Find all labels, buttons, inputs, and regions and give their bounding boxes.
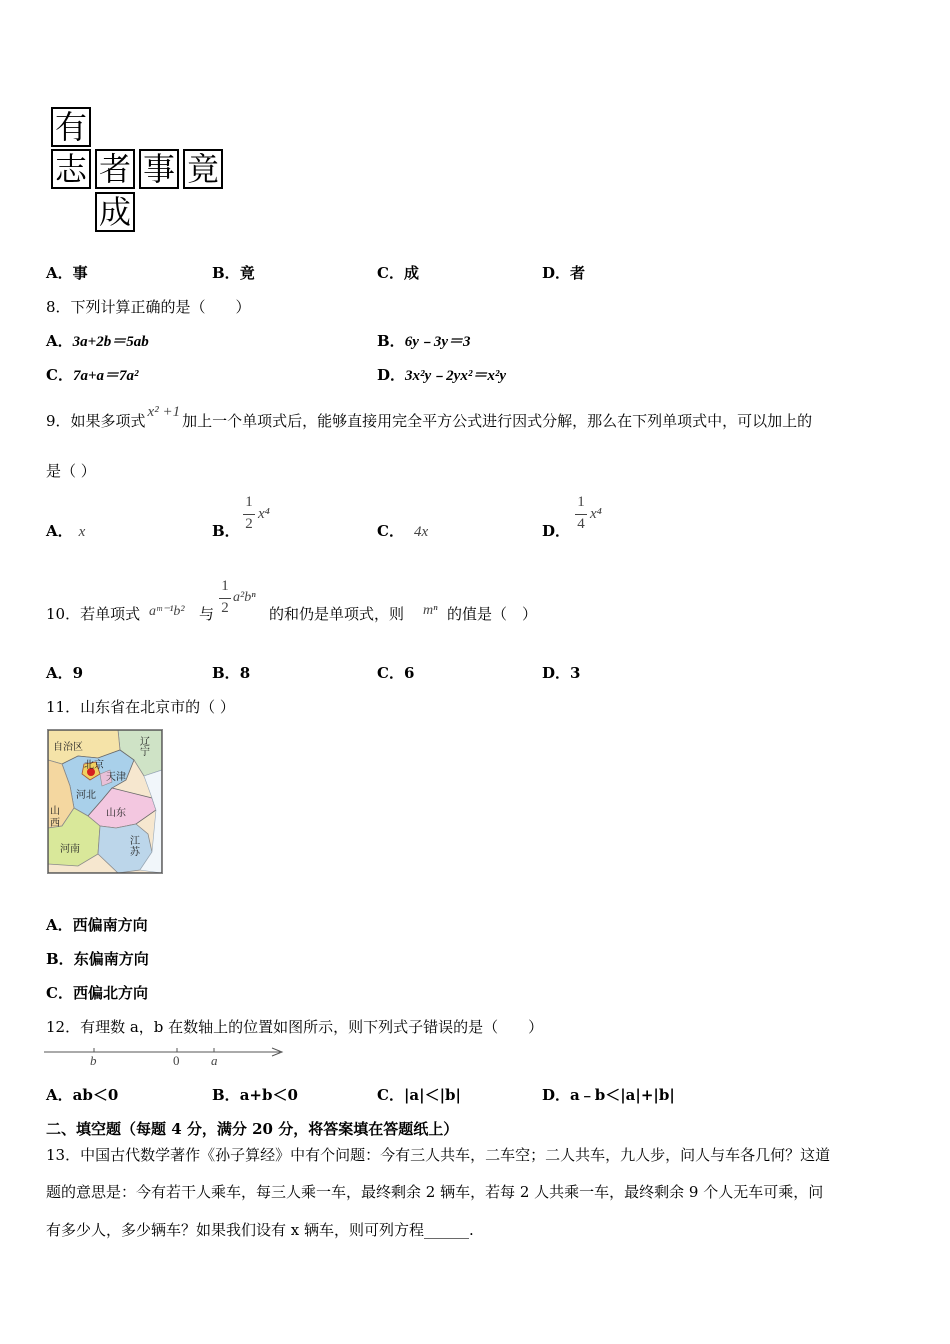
q12-stem: 12．有理数 a，b 在数轴上的位置如图所示，则下列式子错误的是（ ） bbox=[46, 1018, 544, 1036]
q10-monomial-1: aᵐ⁻¹b² bbox=[149, 604, 185, 619]
q10-option-a[interactable]: A．9 bbox=[46, 664, 84, 682]
map-label-autonomous-region: 自治区 bbox=[53, 742, 83, 753]
map-label-liaoning: 辽宁 bbox=[140, 737, 150, 758]
q8-option-c[interactable]: C．7a+a＝7a² bbox=[46, 366, 139, 384]
q9-option-a[interactable]: A． x bbox=[46, 522, 86, 540]
q9-polynomial: x² +1 bbox=[147, 404, 181, 420]
section-title-fill-in: 二、填空题（每题 4 分，满分 20 分，将答案填在答题纸上） bbox=[46, 1120, 459, 1138]
cube-face-6: 成 bbox=[95, 192, 135, 232]
cube-face-1: 有 bbox=[51, 107, 91, 147]
q8-option-d[interactable]: D．3x²y﹣2yx²＝x²y bbox=[377, 366, 506, 384]
q8-option-b[interactable]: B．6y﹣3y＝3 bbox=[377, 332, 471, 350]
region-map bbox=[47, 729, 163, 874]
q12-option-b[interactable]: B．a+b＜0 bbox=[212, 1086, 298, 1104]
q7-option-d[interactable]: D．者 bbox=[542, 264, 586, 282]
map-label-shandong: 山东 bbox=[106, 808, 126, 819]
q7-option-c[interactable]: C．成 bbox=[377, 264, 419, 282]
cube-face-2: 志 bbox=[51, 149, 91, 189]
q12-option-a[interactable]: A．ab＜0 bbox=[46, 1086, 119, 1104]
number-line bbox=[44, 1044, 286, 1070]
q9-option-c[interactable]: C． 4x bbox=[377, 522, 429, 540]
q13-line2: 题的意思是：今有若干人乘车，每三人乘一车，最终剩余 2 辆车，若每 2 人共乘一车，最终剩余 9 个人无车可乘，问 bbox=[46, 1183, 824, 1201]
q9-stem-line1: 9．如果多项式 x² +1 加上一个单项式后，能够直接用完全平方公式进行因式分解，那么在下列单项式中，可以加上的 bbox=[46, 404, 813, 430]
q10-stem-b: 与 bbox=[199, 605, 215, 623]
q11-option-a[interactable]: A．西偏南方向 bbox=[46, 916, 148, 934]
q10-option-c[interactable]: C．6 bbox=[377, 664, 415, 682]
q13-line1: 13．中国古代数学著作《孙子算经》中有个问题：今有三人共车，二车空；二人共车，九人步，问人与车各几何？这道 bbox=[46, 1146, 831, 1164]
q7-option-a[interactable]: A．事 bbox=[46, 264, 88, 282]
q9-option-b-fraction: 1 2 bbox=[243, 494, 255, 511]
q8-option-a[interactable]: A．3a+2b＝5ab bbox=[46, 332, 149, 350]
q9-option-d-fraction: 1 4 bbox=[575, 494, 587, 511]
q9-option-d-letter[interactable]: D． bbox=[542, 522, 571, 540]
q10-stem-a: 10．若单项式 bbox=[46, 605, 141, 623]
q11-stem: 11．山东省在北京市的（ ） bbox=[46, 698, 235, 716]
number-line-label-b: b bbox=[90, 1053, 97, 1068]
cube-face-3: 者 bbox=[95, 149, 135, 189]
cube-face-4: 事 bbox=[139, 149, 179, 189]
q10-stem-c: 的和仍是单项式，则 bbox=[269, 605, 405, 623]
q9-stem-line2: 是（ ） bbox=[46, 462, 96, 480]
q10-fraction: 1 2 bbox=[219, 578, 231, 595]
cube-face-5: 竟 bbox=[183, 149, 223, 189]
q10-option-d[interactable]: D．3 bbox=[542, 664, 581, 682]
q10-monomial-2: a²bⁿ bbox=[233, 590, 256, 605]
q8-stem: 8．下列计算正确的是（ ） bbox=[46, 298, 251, 316]
map-label-beijing: 北京 bbox=[84, 760, 104, 771]
number-line-label-zero: 0 bbox=[173, 1053, 180, 1068]
map-label-jiangsu: 江苏 bbox=[130, 836, 140, 858]
q13-answer-blank[interactable]: ______ bbox=[424, 1221, 469, 1239]
q10-expression: mⁿ bbox=[423, 603, 438, 618]
map-label-tianjin: 天津 bbox=[106, 772, 126, 783]
q13-line3: 有多少人，多少辆车？如果我们设有 x 辆车，则可列方程______. bbox=[46, 1221, 474, 1239]
q10-stem-d: 的值是（ ） bbox=[447, 605, 538, 623]
number-line-label-a: a bbox=[211, 1053, 218, 1068]
q10-option-b[interactable]: B．8 bbox=[212, 664, 251, 682]
q12-option-d[interactable]: D．a﹣b＜|a|+|b| bbox=[542, 1086, 675, 1104]
map-label-shanxi: 山西 bbox=[50, 806, 60, 829]
q11-option-b[interactable]: B．东偏南方向 bbox=[46, 950, 149, 968]
map-label-hebei: 河北 bbox=[76, 790, 96, 801]
q9-option-b-term: x⁴ bbox=[258, 506, 270, 522]
map-label-henan: 河南 bbox=[60, 844, 80, 855]
q9-option-d-term: x⁴ bbox=[590, 506, 602, 522]
q9-option-b-letter[interactable]: B． bbox=[212, 522, 240, 540]
q7-option-b[interactable]: B．竟 bbox=[212, 264, 255, 282]
q12-option-c[interactable]: C．|a|＜|b| bbox=[377, 1086, 461, 1104]
q11-option-c[interactable]: C．西偏北方向 bbox=[46, 984, 148, 1002]
